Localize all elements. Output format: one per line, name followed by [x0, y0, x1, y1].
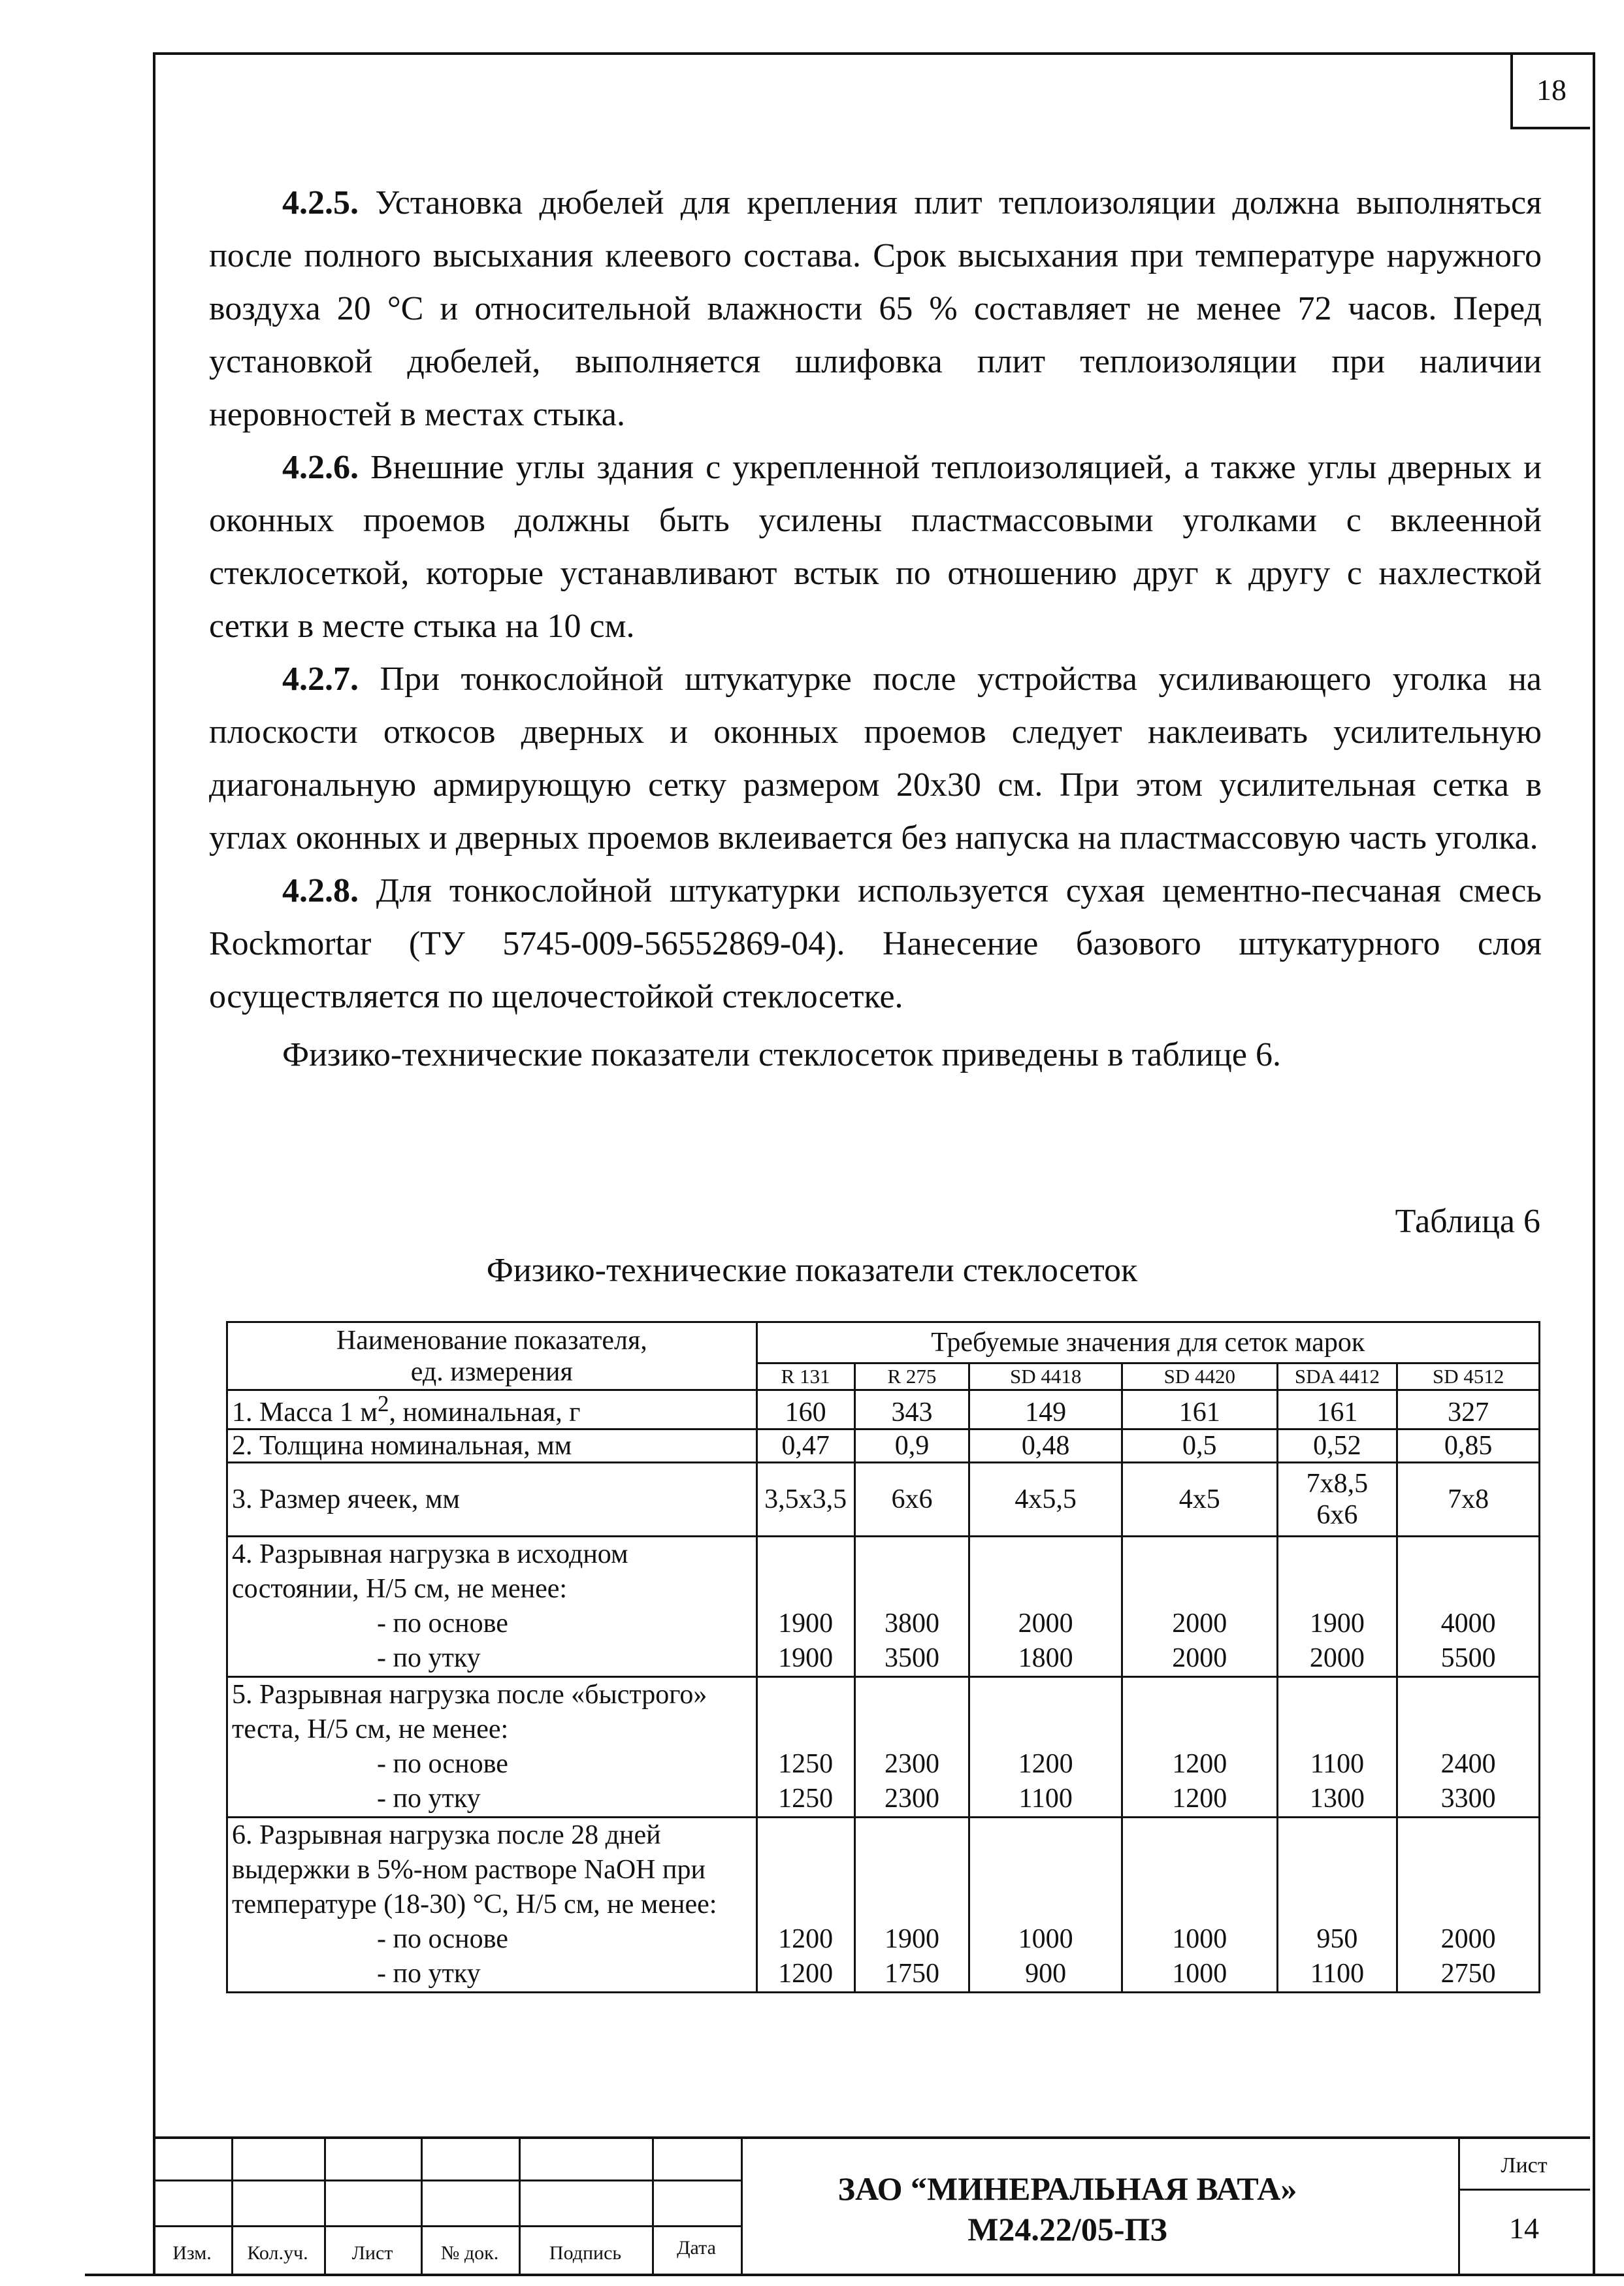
- row-label: 4. Разрывная нагрузка в исходном состоянии, Н/5 см, не менее: - по основе - по утку: [227, 1537, 757, 1677]
- sub-label: - по основе: [377, 1608, 508, 1639]
- cell-value: 1000 900: [969, 1818, 1122, 1993]
- stamp-col-date: Дата: [677, 2237, 716, 2259]
- header-values: Требуемые значения для сеток марок: [756, 1322, 1539, 1363]
- cell-value: 1900 1900: [756, 1537, 854, 1677]
- cell-value: 0,48: [969, 1429, 1122, 1463]
- row-label: 6. Разрывная нагрузка после 28 дней выдержки в 5%-ном растворе NaOH при температуре (18-30) °С, Н/5 см, не менее: - по основе - по утку: [227, 1818, 757, 1993]
- specs-table: [226, 1321, 1540, 1993]
- row-label: 1. Масса 1 $м^2$, номинальная, г: [227, 1390, 757, 1429]
- cell-value: 950 1100: [1277, 1818, 1397, 1993]
- cell-value: 1250 1250: [756, 1677, 854, 1818]
- cell-value: 0,52: [1277, 1429, 1397, 1463]
- cell-value: 7х8,5 6х6: [1277, 1463, 1397, 1537]
- table-row: [227, 1429, 1540, 1463]
- stamp-col-list: Лист: [351, 2242, 393, 2264]
- stamp-col-kolуch: Кол.уч.: [247, 2242, 308, 2264]
- stamp-col-sign: Подпись: [549, 2242, 622, 2264]
- paragraph: 4.2.8. Для тонкослойной штукатурки используется сухая цементно-песчаная смесь Rockmortar (ТУ 5745-009-56552869-04). Нанесение базового штукатурного слоя осуществляется по щелочестойкой стеклосетке.: [209, 872, 1542, 1015]
- paragraph: 4.2.7. При тонкослойной штукатурке после устройства усиливающего уголка на плоскости откосов дверных и оконных проемов следует наклеивать усилительную диагональную армирующую сетку размером 20х30 см. При этом усилительная сетка в углах оконных и дверных проемов вклеивается без напуска на пластмассовую часть уголка.: [209, 661, 1542, 857]
- paragraph: 4.2.6. Внешние углы здания с укрепленной теплоизоляцией, а также углы дверных и оконных проемов должны быть усилены пластмассовыми уголками с вклеенной стеклосеткой, которые устанавливают встык по отношению друг к другу с нахлесткой сетки в месте стыка на 10 см.: [209, 449, 1542, 645]
- cell-value: 2400 3300: [1397, 1677, 1540, 1818]
- cell-value: 4х5: [1122, 1463, 1277, 1537]
- cell-value: 2300 2300: [854, 1677, 969, 1818]
- row-label: 3. Размер ячеек, мм: [227, 1463, 757, 1537]
- page-number: 18: [1510, 52, 1590, 129]
- brand-header: SD 4512: [1397, 1363, 1540, 1390]
- cell-value: 1100 1300: [1277, 1677, 1397, 1818]
- table-header-row: [227, 1322, 1540, 1363]
- brand-header: SD 4418: [969, 1363, 1122, 1390]
- brand-header: SDA 4412: [1277, 1363, 1397, 1390]
- cell-value: 1900 2000: [1277, 1537, 1397, 1677]
- table-caption: Таблица 6: [1395, 1203, 1540, 1240]
- cell-value: 3,5х3,5: [756, 1463, 854, 1537]
- cell-value: 7х8: [1397, 1463, 1540, 1537]
- row-label: 5. Разрывная нагрузка после «быстрого» теста, Н/5 см, не менее: - по основе - по утку: [227, 1677, 757, 1818]
- brand-header: R 131: [756, 1363, 854, 1390]
- header-name: [227, 1322, 757, 1390]
- cell-value: 4х5,5: [969, 1463, 1122, 1537]
- sheet-number: 14: [1509, 2212, 1539, 2245]
- cell-value: 161: [1277, 1390, 1397, 1429]
- cell-value: 4000 5500: [1397, 1537, 1540, 1677]
- title-block: [153, 2136, 1590, 2275]
- cell-value: 161: [1122, 1390, 1277, 1429]
- cell-value: 149: [969, 1390, 1122, 1429]
- cell-value: 0,85: [1397, 1429, 1540, 1463]
- sub-label: - по утку: [377, 1784, 481, 1814]
- cell-value: 0,47: [756, 1429, 854, 1463]
- doc-code: М24.22/05-ПЗ: [967, 2211, 1167, 2247]
- table-row: [227, 1818, 1540, 1993]
- cell-value: 0,5: [1122, 1429, 1277, 1463]
- sheet-label: Лист: [1501, 2153, 1548, 2178]
- cell-value: 2000 2000: [1122, 1537, 1277, 1677]
- stamp-col-doc: № док.: [440, 2242, 499, 2264]
- table-row: [227, 1390, 1540, 1429]
- table-row: [227, 1677, 1540, 1818]
- cell-value: 327: [1397, 1390, 1540, 1429]
- stamp-col-izm: Изм.: [172, 2242, 212, 2264]
- brand-header: SD 4420: [1122, 1363, 1277, 1390]
- body-text: [209, 176, 1542, 1081]
- sub-label: - по основе: [377, 1749, 508, 1779]
- company-block: [741, 2168, 1394, 2249]
- sub-label: - по основе: [377, 1924, 508, 1954]
- cell-value: 1200 1100: [969, 1677, 1122, 1818]
- table-row: [227, 1463, 1540, 1537]
- cell-value: 1200 1200: [1122, 1677, 1277, 1818]
- cell-value: 2000 2750: [1397, 1818, 1540, 1993]
- brand-header: R 275: [854, 1363, 969, 1390]
- cell-value: 3800 3500: [854, 1537, 969, 1677]
- cell-value: 1900 1750: [854, 1818, 969, 1993]
- header-name-line2: ед. измерения: [410, 1356, 573, 1387]
- table-title: Физико-технические показатели стеклосеток: [486, 1252, 1138, 1289]
- cell-value: 1000 1000: [1122, 1818, 1277, 1993]
- row-label: 2. Толщина номинальная, мм: [227, 1429, 757, 1463]
- bottom-rule: [85, 2274, 1624, 2276]
- cell-value: 6х6: [854, 1463, 969, 1537]
- table-row: [227, 1537, 1540, 1677]
- cell-value: 343: [854, 1390, 969, 1429]
- closing-sentence: Физико-технические показатели стеклосеток приведены в таблице 6.: [282, 1036, 1281, 1073]
- sub-label: - по утку: [377, 1643, 481, 1673]
- sub-label: - по утку: [377, 1959, 481, 1989]
- cell-value: 2000 1800: [969, 1537, 1122, 1677]
- cell-value: 1200 1200: [756, 1818, 854, 1993]
- company-name: ЗАО “МИНЕРАЛЬНАЯ ВАТА»: [837, 2170, 1297, 2207]
- header-name-line1: Наименование показателя,: [336, 1325, 647, 1356]
- cell-value: 160: [756, 1390, 854, 1429]
- paragraph: 4.2.5. Установка дюбелей для крепления плит теплоизоляции должна выполняться после полного высыхания клеевого состава. Срок высыхания при температуре наружного воздуха 20 °С и относительной влажности 65 % составляет не менее 72 часов. Перед установкой дюбелей, выполняется шлифовка плит теплоизоляции при наличии неровностей в местах стыка.: [209, 184, 1542, 433]
- cell-value: 0,9: [854, 1429, 969, 1463]
